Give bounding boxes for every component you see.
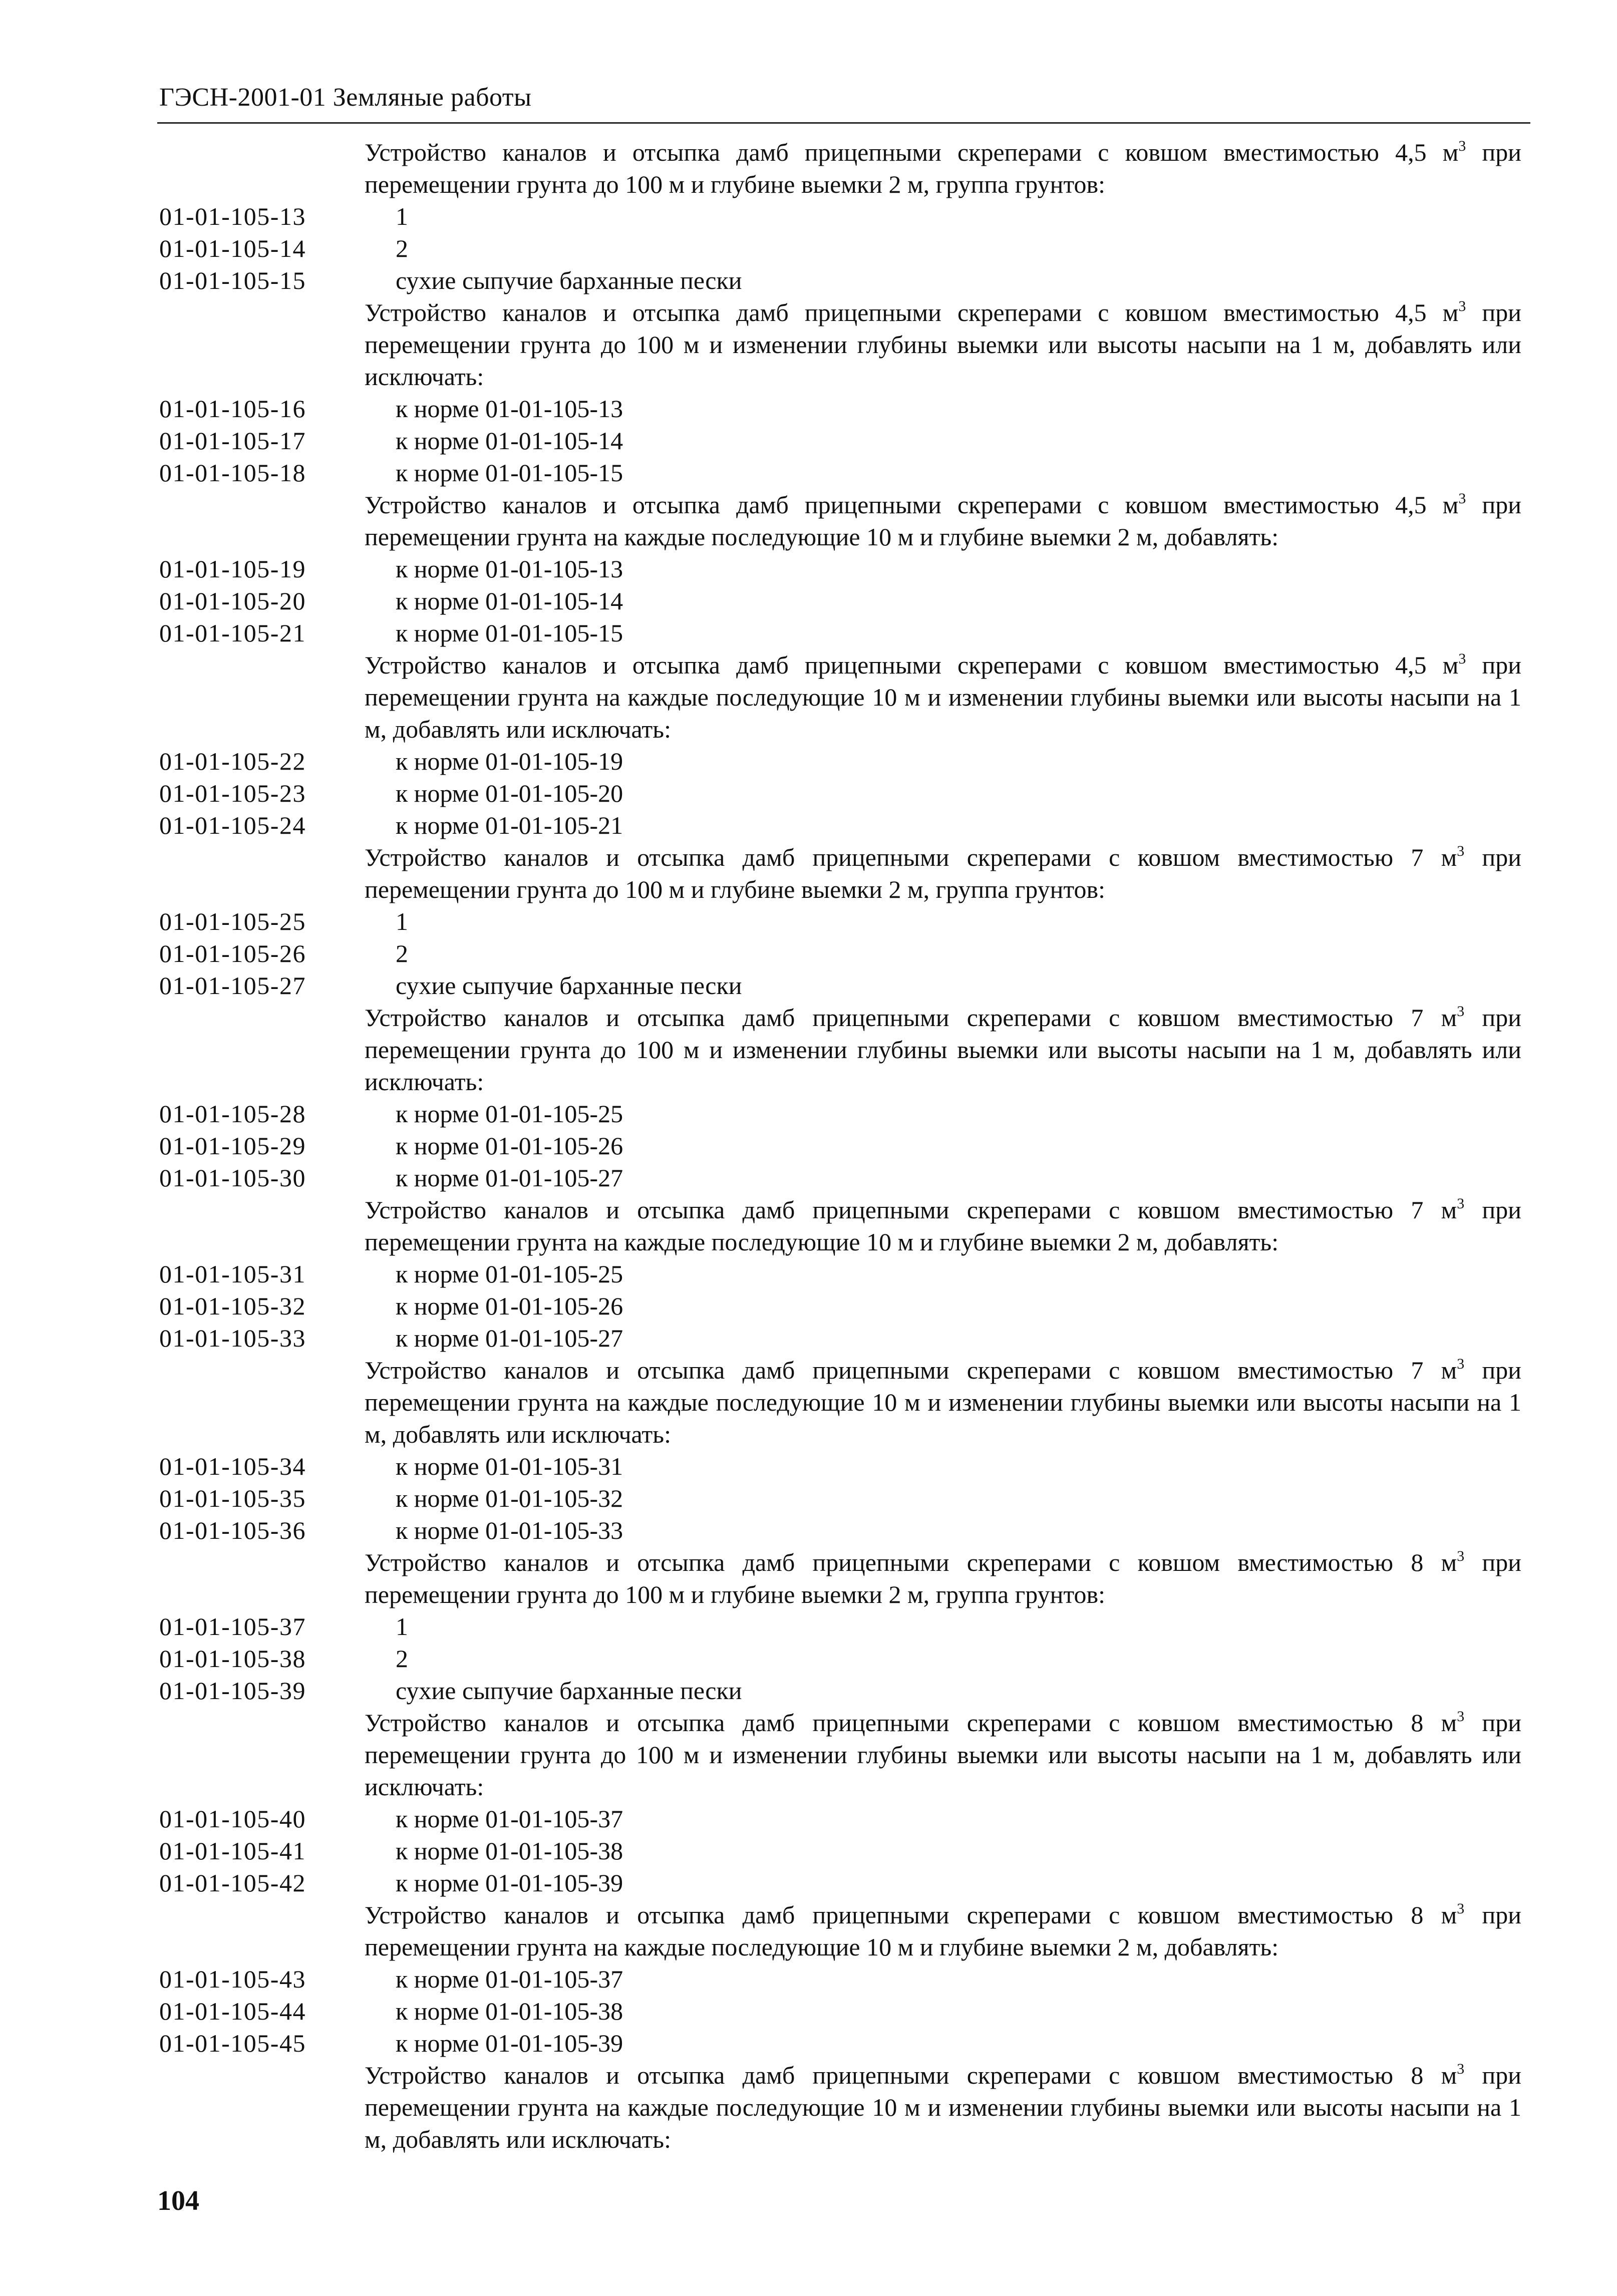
norm-row bbox=[0, 200, 1617, 232]
group-description bbox=[365, 296, 1521, 393]
norm-row bbox=[0, 937, 1617, 969]
group-description bbox=[365, 136, 1521, 200]
norm-group bbox=[0, 1194, 1617, 1354]
norm-code: 01-01-105-40 bbox=[159, 1805, 306, 1833]
norm-row bbox=[0, 1963, 1617, 1995]
norm-code: 01-01-105-42 bbox=[159, 1869, 306, 1897]
norm-code: 01-01-105-22 bbox=[159, 747, 306, 775]
norm-item-text: сухие сыпучие барханные пески bbox=[396, 266, 742, 294]
norm-row bbox=[0, 969, 1617, 1002]
unit-superscript: 3 bbox=[1457, 1356, 1465, 1372]
norm-row bbox=[0, 1290, 1617, 1322]
norm-item-text: 1 bbox=[396, 907, 408, 935]
norm-row bbox=[0, 553, 1617, 585]
norm-item-text: к норме 01-01-105-38 bbox=[396, 1837, 623, 1865]
norm-group bbox=[0, 1707, 1617, 1899]
norm-item-text: к норме 01-01-105-15 bbox=[396, 619, 623, 647]
group-description bbox=[365, 1899, 1521, 1963]
description-text: Устройство каналов и отсыпка дамб прицепными скреперами с ковшом вместимостью 4,5 м bbox=[365, 298, 1459, 326]
group-description bbox=[365, 649, 1521, 745]
description-text: Устройство каналов и отсыпка дамб прицепными скреперами с ковшом вместимостью 7 м bbox=[365, 843, 1457, 871]
norm-item-text: к норме 01-01-105-19 bbox=[396, 747, 623, 775]
unit-superscript: 3 bbox=[1457, 1900, 1465, 1917]
norm-row bbox=[0, 1450, 1617, 1482]
norm-code: 01-01-105-38 bbox=[159, 1645, 306, 1673]
norm-code: 01-01-105-39 bbox=[159, 1677, 306, 1705]
norm-code: 01-01-105-33 bbox=[159, 1324, 306, 1352]
description-text: Устройство каналов и отсыпка дамб прицепными скреперами с ковшом вместимостью 7 м bbox=[365, 1196, 1457, 1224]
description-text: Устройство каналов и отсыпка дамб прицепными скреперами с ковшом вместимостью 7 м bbox=[365, 1356, 1457, 1384]
norm-code: 01-01-105-32 bbox=[159, 1292, 306, 1320]
norm-row bbox=[0, 1835, 1617, 1867]
description-text-continued: при перемещении грунта на каждые последующие 10 м и глубине выемки 2 м, добавлять: bbox=[365, 1196, 1522, 1256]
description-text: Устройство каналов и отсыпка дамб прицепными скреперами с ковшом вместимостью 8 м bbox=[365, 1709, 1457, 1737]
norm-row bbox=[0, 232, 1617, 264]
norm-row bbox=[0, 1482, 1617, 1514]
unit-superscript: 3 bbox=[1457, 1548, 1465, 1564]
norm-row bbox=[0, 1322, 1617, 1354]
description-text-continued: при перемещении грунта до 100 м и глубине выемки 2 м, группа грунтов: bbox=[365, 843, 1522, 903]
norm-row bbox=[0, 1514, 1617, 1546]
norm-row bbox=[0, 1162, 1617, 1194]
norm-code: 01-01-105-24 bbox=[159, 811, 306, 839]
norm-item-text: к норме 01-01-105-27 bbox=[396, 1324, 623, 1352]
norm-item-text: к норме 01-01-105-25 bbox=[396, 1260, 623, 1288]
description-text-continued: при перемещении грунта до 100 м и глубине выемки 2 м, группа грунтов: bbox=[365, 138, 1522, 198]
norm-group bbox=[0, 1546, 1617, 1707]
norm-item-text: к норме 01-01-105-26 bbox=[396, 1132, 623, 1160]
norm-code: 01-01-105-43 bbox=[159, 1965, 306, 1993]
norm-code: 01-01-105-30 bbox=[159, 1164, 306, 1192]
group-description bbox=[365, 1354, 1521, 1450]
norm-row bbox=[0, 1098, 1617, 1130]
norm-code: 01-01-105-29 bbox=[159, 1132, 306, 1160]
norm-row bbox=[0, 1803, 1617, 1835]
description-text-continued: при перемещении грунта на каждые последующие 10 м и изменении глубины выемки или высоты насыпи на 1 м, добавлять или исключать: bbox=[365, 2061, 1522, 2153]
unit-superscript: 3 bbox=[1457, 1708, 1465, 1725]
norm-item-text: к норме 01-01-105-26 bbox=[396, 1292, 623, 1320]
description-text: Устройство каналов и отсыпка дамб прицепными скреперами с ковшом вместимостью 4,5 м bbox=[365, 651, 1459, 679]
description-text-continued: при перемещении грунта на каждые последующие 10 м и глубине выемки 2 м, добавлять: bbox=[365, 491, 1522, 551]
description-text: Устройство каналов и отсыпка дамб прицепными скреперами с ковшом вместимостью 4,5 м bbox=[365, 138, 1459, 166]
norm-group bbox=[0, 1354, 1617, 1546]
norm-row bbox=[0, 617, 1617, 649]
group-description bbox=[365, 2059, 1521, 2155]
description-text: Устройство каналов и отсыпка дамб прицепными скреперами с ковшом вместимостью 8 м bbox=[365, 1548, 1457, 1576]
norm-group bbox=[0, 136, 1617, 296]
norm-code: 01-01-105-28 bbox=[159, 1100, 306, 1128]
norm-row bbox=[0, 1610, 1617, 1643]
norm-group bbox=[0, 1002, 1617, 1194]
unit-superscript: 3 bbox=[1457, 2061, 1465, 2077]
norm-code: 01-01-105-14 bbox=[159, 234, 306, 262]
norm-item-text: к норме 01-01-105-14 bbox=[396, 427, 623, 455]
description-text-continued: при перемещении грунта на каждые последующие 10 м и глубине выемки 2 м, добавлять: bbox=[365, 1901, 1522, 1961]
norm-row bbox=[0, 1995, 1617, 2027]
description-text-continued: при перемещении грунта до 100 м и глубине выемки 2 м, группа грунтов: bbox=[365, 1548, 1522, 1608]
description-text-continued: при перемещении грунта до 100 м и изменении глубины выемки или высоты насыпи на 1 м, добавлять или исключать: bbox=[365, 298, 1522, 391]
header-rule bbox=[157, 122, 1530, 124]
norm-code: 01-01-105-45 bbox=[159, 2029, 306, 2057]
norm-code: 01-01-105-23 bbox=[159, 779, 306, 807]
norm-code: 01-01-105-26 bbox=[159, 939, 306, 967]
norm-item-text: к норме 01-01-105-13 bbox=[396, 555, 623, 583]
norm-item-text: к норме 01-01-105-32 bbox=[396, 1484, 623, 1512]
description-text: Устройство каналов и отсыпка дамб прицепными скреперами с ковшом вместимостью 8 м bbox=[365, 1901, 1457, 1929]
norm-row bbox=[0, 1643, 1617, 1675]
norm-code: 01-01-105-31 bbox=[159, 1260, 306, 1288]
group-description bbox=[365, 1707, 1521, 1803]
norm-code: 01-01-105-18 bbox=[159, 459, 306, 487]
norm-code: 01-01-105-34 bbox=[159, 1452, 306, 1480]
norm-group bbox=[0, 649, 1617, 841]
norm-item-text: 2 bbox=[396, 234, 408, 262]
description-text-continued: при перемещении грунта до 100 м и изменении глубины выемки или высоты насыпи на 1 м, добавлять или исключать: bbox=[365, 1709, 1522, 1801]
norm-row bbox=[0, 2027, 1617, 2059]
norm-code: 01-01-105-13 bbox=[159, 202, 306, 230]
norm-item-text: 1 bbox=[396, 1612, 408, 1641]
norm-code: 01-01-105-19 bbox=[159, 555, 306, 583]
description-text: Устройство каналов и отсыпка дамб прицепными скреперами с ковшом вместимостью 8 м bbox=[365, 2061, 1457, 2089]
norms-list bbox=[0, 136, 1617, 2155]
unit-superscript: 3 bbox=[1458, 298, 1466, 314]
norm-code: 01-01-105-37 bbox=[159, 1612, 306, 1641]
norm-row bbox=[0, 905, 1617, 937]
norm-item-text: к норме 01-01-105-39 bbox=[396, 2029, 623, 2057]
norm-item-text: сухие сыпучие барханные пески bbox=[396, 971, 742, 1000]
norm-code: 01-01-105-27 bbox=[159, 971, 306, 1000]
norm-row bbox=[0, 425, 1617, 457]
norm-group bbox=[0, 489, 1617, 649]
norm-code: 01-01-105-25 bbox=[159, 907, 306, 935]
norm-row bbox=[0, 1867, 1617, 1899]
norm-row bbox=[0, 777, 1617, 809]
group-description bbox=[365, 841, 1521, 905]
description-text-continued: при перемещении грунта на каждые последующие 10 м и изменении глубины выемки или высоты насыпи на 1 м, добавлять или исключать: bbox=[365, 1356, 1522, 1448]
norm-item-text: к норме 01-01-105-21 bbox=[396, 811, 623, 839]
norm-row bbox=[0, 264, 1617, 296]
unit-superscript: 3 bbox=[1458, 650, 1466, 667]
description-text: Устройство каналов и отсыпка дамб прицепными скреперами с ковшом вместимостью 7 м bbox=[365, 1004, 1457, 1032]
norm-item-text: к норме 01-01-105-37 bbox=[396, 1965, 623, 1993]
norm-item-text: к норме 01-01-105-20 bbox=[396, 779, 623, 807]
unit-superscript: 3 bbox=[1457, 1195, 1465, 1212]
unit-superscript: 3 bbox=[1458, 490, 1466, 507]
norm-code: 01-01-105-16 bbox=[159, 395, 306, 423]
norm-row bbox=[0, 1258, 1617, 1290]
norm-code: 01-01-105-20 bbox=[159, 587, 306, 615]
norm-item-text: 2 bbox=[396, 1645, 408, 1673]
page-number: 104 bbox=[157, 2185, 199, 2216]
norm-item-text: к норме 01-01-105-39 bbox=[396, 1869, 623, 1897]
norm-group bbox=[0, 296, 1617, 489]
norm-item-text: к норме 01-01-105-14 bbox=[396, 587, 623, 615]
norm-group bbox=[0, 841, 1617, 1002]
running-header: ГЭСН-2001-01 Земляные работы bbox=[159, 83, 532, 112]
norm-item-text: к норме 01-01-105-31 bbox=[396, 1452, 623, 1480]
norm-code: 01-01-105-36 bbox=[159, 1516, 306, 1544]
norm-row bbox=[0, 745, 1617, 777]
unit-superscript: 3 bbox=[1457, 1003, 1465, 1020]
group-description bbox=[365, 1194, 1521, 1258]
description-text-continued: при перемещении грунта на каждые последующие 10 м и изменении глубины выемки или высоты насыпи на 1 м, добавлять или исключать: bbox=[365, 651, 1522, 743]
group-description bbox=[365, 1002, 1521, 1098]
norm-row bbox=[0, 457, 1617, 489]
description-text-continued: при перемещении грунта до 100 м и изменении глубины выемки или высоты насыпи на 1 м, добавлять или исключать: bbox=[365, 1004, 1522, 1096]
group-description bbox=[365, 489, 1521, 553]
norm-row bbox=[0, 1130, 1617, 1162]
description-text: Устройство каналов и отсыпка дамб прицепными скреперами с ковшом вместимостью 4,5 м bbox=[365, 491, 1459, 519]
norm-item-text: к норме 01-01-105-38 bbox=[396, 1997, 623, 2025]
norm-code: 01-01-105-44 bbox=[159, 1997, 306, 2025]
group-description bbox=[365, 1546, 1521, 1610]
norm-item-text: к норме 01-01-105-25 bbox=[396, 1100, 623, 1128]
unit-superscript: 3 bbox=[1457, 843, 1465, 859]
norm-item-text: 2 bbox=[396, 939, 408, 967]
norm-item-text: сухие сыпучие барханные пески bbox=[396, 1677, 742, 1705]
unit-superscript: 3 bbox=[1458, 138, 1466, 154]
norm-row bbox=[0, 585, 1617, 617]
norm-row bbox=[0, 393, 1617, 425]
norm-code: 01-01-105-21 bbox=[159, 619, 306, 647]
norm-group bbox=[0, 2059, 1617, 2155]
norm-code: 01-01-105-35 bbox=[159, 1484, 306, 1512]
norm-code: 01-01-105-41 bbox=[159, 1837, 306, 1865]
norm-row bbox=[0, 809, 1617, 841]
norm-item-text: к норме 01-01-105-37 bbox=[396, 1805, 623, 1833]
norm-group bbox=[0, 1899, 1617, 2059]
norm-item-text: к норме 01-01-105-15 bbox=[396, 459, 623, 487]
norm-item-text: к норме 01-01-105-27 bbox=[396, 1164, 623, 1192]
norm-item-text: к норме 01-01-105-13 bbox=[396, 395, 623, 423]
norm-item-text: 1 bbox=[396, 202, 408, 230]
norm-row bbox=[0, 1675, 1617, 1707]
norm-code: 01-01-105-15 bbox=[159, 266, 306, 294]
norm-code: 01-01-105-17 bbox=[159, 427, 306, 455]
norm-item-text: к норме 01-01-105-33 bbox=[396, 1516, 623, 1544]
